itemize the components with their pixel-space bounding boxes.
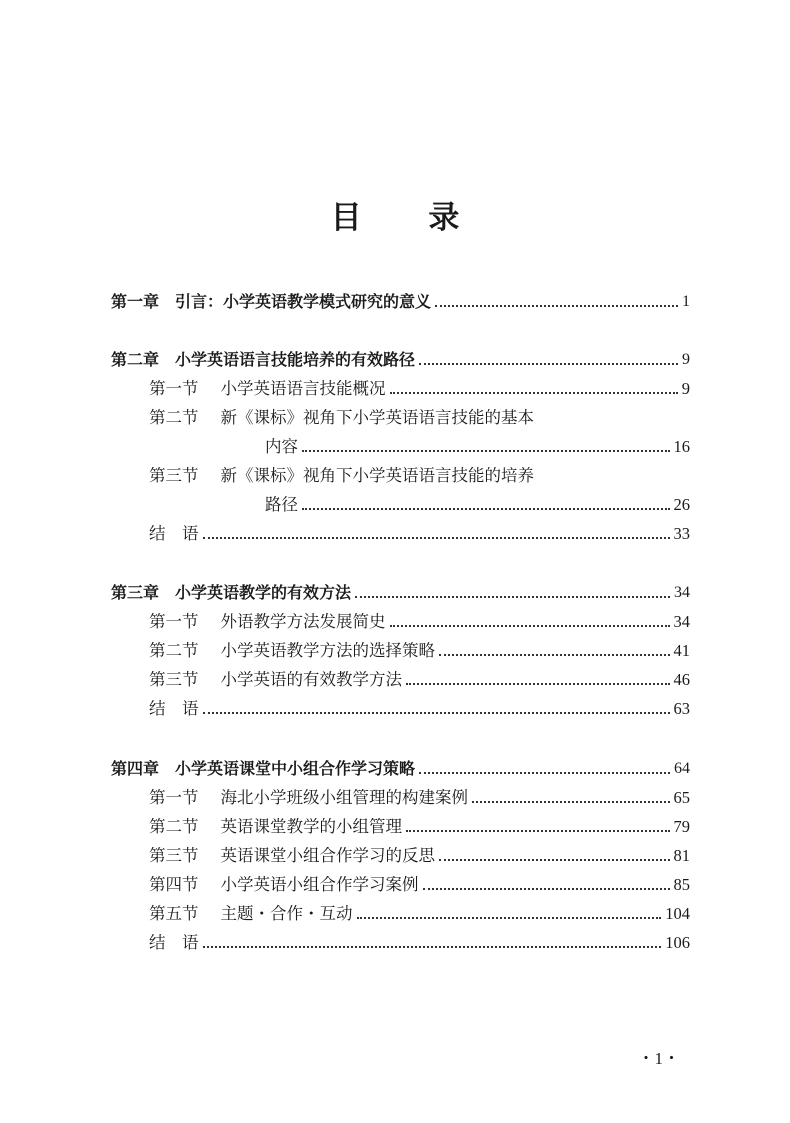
toc-conclusion[interactable] [111,520,690,544]
page-number: 81 [673,846,690,865]
section-title: 新《课标》视角下小学英语语言技能的基本 [220,408,534,427]
page-number: 34 [674,584,690,601]
chapter-title: 小学英语语言技能培养的有效路径 [175,350,416,369]
page-number: 46 [673,670,690,689]
page-number: 85 [673,875,690,894]
section-title: 小学英语语言技能概况 [220,379,386,398]
chapter-title: 小学英语课堂中小组合作学习策略 [175,759,416,778]
toc-section[interactable] [111,462,690,486]
page-number: 106 [665,933,690,952]
section-title: 主题・合作・互动 [220,904,353,923]
toc-section[interactable] [111,813,690,837]
toc-section[interactable] [111,637,690,661]
toc-section[interactable] [111,375,690,399]
section-title: 英语课堂小组合作学习的反思 [220,846,435,865]
chapter-number: 第三章 [111,583,160,602]
toc-section[interactable] [111,404,690,428]
section-number: 第二节 [149,817,199,836]
dot-leader [423,888,670,890]
dot-leader [203,712,670,714]
section-title-continued: 路径 [265,495,298,514]
dot-leader [357,917,662,919]
page-number: 16 [673,437,690,456]
page-number: 9 [682,351,690,368]
section-number: 第二节 [149,408,199,427]
section-number: 第一节 [149,379,199,398]
toc-chapter-1[interactable] [111,288,690,312]
toc-section[interactable] [111,784,690,808]
section-number: 第三节 [149,670,199,689]
dot-leader [439,859,670,861]
dot-leader [302,450,670,452]
dot-leader [203,946,662,948]
chapter-number: 第二章 [111,350,160,369]
dot-leader [302,508,670,510]
section-title: 小学英语的有效教学方法 [220,670,402,689]
chapter-number: 第四章 [111,759,160,778]
section-number: 第四节 [149,875,199,894]
page-number: 33 [673,524,690,543]
section-number: 第一节 [149,612,199,631]
page-number: 41 [673,641,690,660]
toc-chapter-4[interactable] [111,755,690,779]
section-number: 结 语 [149,699,199,718]
toc-section-continuation[interactable] [111,491,690,515]
page-number: 65 [673,788,690,807]
dot-leader [406,683,670,685]
toc-section-continuation[interactable] [111,433,690,457]
chapter-title: 小学英语教学的有效方法 [175,583,352,602]
section-number: 第三节 [149,466,199,485]
toc-section[interactable] [111,842,690,866]
page-number: 79 [673,817,690,836]
dot-leader [419,772,670,774]
page-number: 63 [673,699,690,718]
dot-leader [390,392,678,394]
toc-section[interactable] [111,871,690,895]
section-number: 结 语 [149,524,199,543]
dot-leader [435,305,678,307]
page-number: 34 [673,612,690,631]
toc-section[interactable] [111,666,690,690]
section-number: 结 语 [149,933,199,952]
section-title: 海北小学班级小组管理的构建案例 [220,788,468,807]
toc-chapter-2[interactable] [111,346,690,370]
toc-chapter-3[interactable] [111,579,690,603]
section-title: 小学英语小组合作学习案例 [220,875,419,894]
dot-leader [472,801,670,803]
section-title: 新《课标》视角下小学英语语言技能的培养 [220,466,534,485]
section-number: 第五节 [149,904,199,923]
page-folio: ・1・ [637,1049,680,1068]
dot-leader [439,654,670,656]
section-number: 第二节 [149,641,199,660]
section-title: 英语课堂教学的小组管理 [220,817,402,836]
page-number: 104 [665,904,690,923]
section-number: 第三节 [149,846,199,865]
section-title: 小学英语教学方法的选择策略 [220,641,435,660]
toc-conclusion[interactable] [111,695,690,719]
dot-leader [419,363,678,365]
section-title-continued: 内容 [265,437,298,456]
toc-section[interactable] [111,900,690,924]
page-number: 9 [681,379,690,398]
dot-leader [406,830,670,832]
dot-leader [390,625,670,627]
chapter-number: 第一章 [111,292,160,311]
chapter-title: 引言：小学英语教学模式研究的意义 [175,292,432,311]
section-title: 外语教学方法发展简史 [220,612,386,631]
page-number: 64 [674,760,690,777]
page-number: 1 [682,293,690,310]
section-number: 第一节 [149,788,199,807]
toc-conclusion[interactable] [111,929,690,953]
dot-leader [203,537,670,539]
dot-leader [355,596,670,598]
page-number: 26 [673,495,690,514]
toc-section[interactable] [111,608,690,632]
page-title: 目 录 [330,200,488,236]
